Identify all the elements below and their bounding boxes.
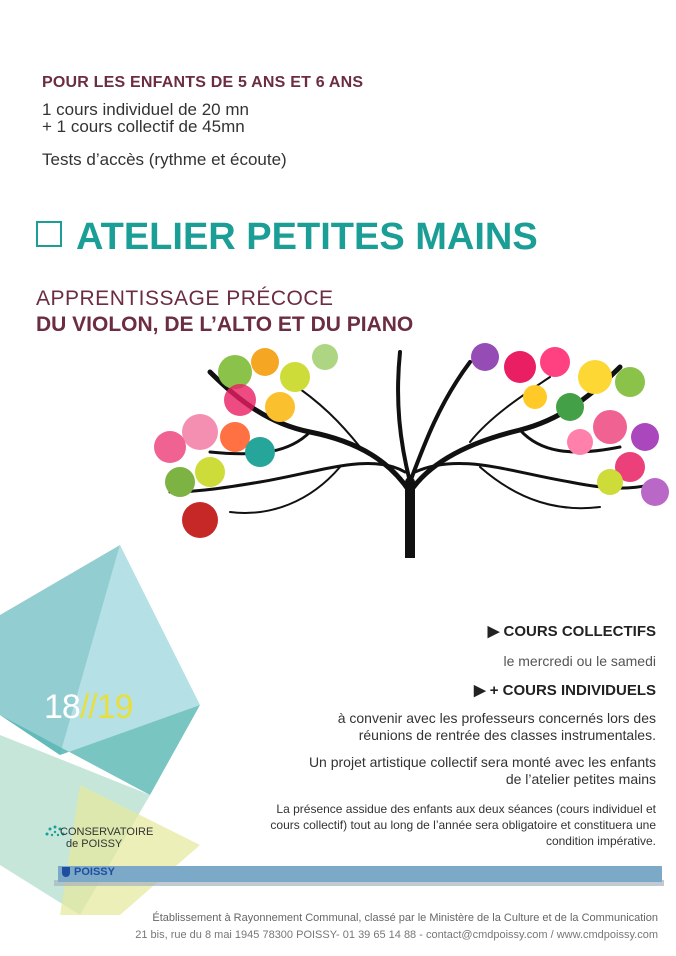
individuels-text-line-2: réunions de rentrée des classes instrumentales. (358, 727, 656, 743)
poissy-crest-icon (62, 867, 70, 877)
project-text-line-1: Un projet artistique collectif sera monté avec les enfants (308, 754, 656, 770)
attendance-line-3: condition impérative. (545, 834, 656, 848)
logo-line-1: CONSERVATOIRE (60, 826, 154, 838)
project-description (309, 754, 656, 788)
logo-line-2: de POISSY (66, 838, 123, 850)
individuels-text-line-1: à convenir avec les professeurs concernés lors des (337, 710, 656, 726)
play-arrow-icon: ▶ (487, 623, 500, 640)
poissy-logo: POISSY (74, 866, 115, 878)
project-text-line-2: de l’atelier petites mains (505, 771, 656, 787)
conservatoire-logo (46, 826, 153, 850)
checkbox-icon (36, 221, 62, 247)
footer-line-2: 21 bis, rue du 8 mai 1945 78300 POISSY- 01 39 65 14 88 - contact@cmdpoissy.com / www.cmdpoissy.com (135, 929, 658, 941)
footer-bar (58, 866, 662, 882)
access-tests-line: Tests d’accès (rythme et écoute) (42, 150, 287, 169)
play-arrow-icon: ▶ (474, 682, 486, 699)
footer-line-1: Établissement à Rayonnement Communal, classé par le Ministère de la Culture et de la Communication (152, 912, 658, 924)
attendance-line-1: La présence assidue des enfants aux deux séances (cours individuel et (276, 802, 656, 816)
year-separator: // (79, 688, 97, 726)
individuels-description (338, 710, 656, 744)
course-line-individual: 1 cours individuel de 20 mn (42, 100, 249, 119)
subtitle-line-1: APPRENTISSAGE PRÉCOCE (36, 287, 334, 310)
age-heading: POUR LES ENFANTS DE 5 ANS ET 6 ANS (42, 74, 364, 91)
tree-of-hands-illustration (140, 342, 676, 558)
collectifs-heading (488, 622, 656, 640)
season-year (44, 688, 133, 727)
collectifs-schedule: le mercredi ou le samedi (503, 653, 656, 669)
attendance-note (270, 801, 656, 849)
individuels-heading-text: + COURS INDIVIDUELS (489, 682, 656, 699)
individuels-heading (474, 681, 656, 699)
decorative-shapes (0, 545, 200, 915)
subtitle-line-2: DU VIOLON, DE L’ALTO ET DU PIANO (36, 313, 414, 336)
year-end: 19 (96, 688, 133, 726)
collectifs-heading-text: COURS COLLECTIFS (503, 623, 656, 640)
page-title (36, 216, 538, 259)
attendance-line-2: cours collectif) tout au long de l’année sera obligatoire et constituera une (270, 818, 656, 832)
title-text: ATELIER PETITES MAINS (76, 216, 538, 258)
course-line-collective: + 1 cours collectif de 45mn (42, 117, 245, 136)
year-start: 18 (44, 688, 80, 726)
